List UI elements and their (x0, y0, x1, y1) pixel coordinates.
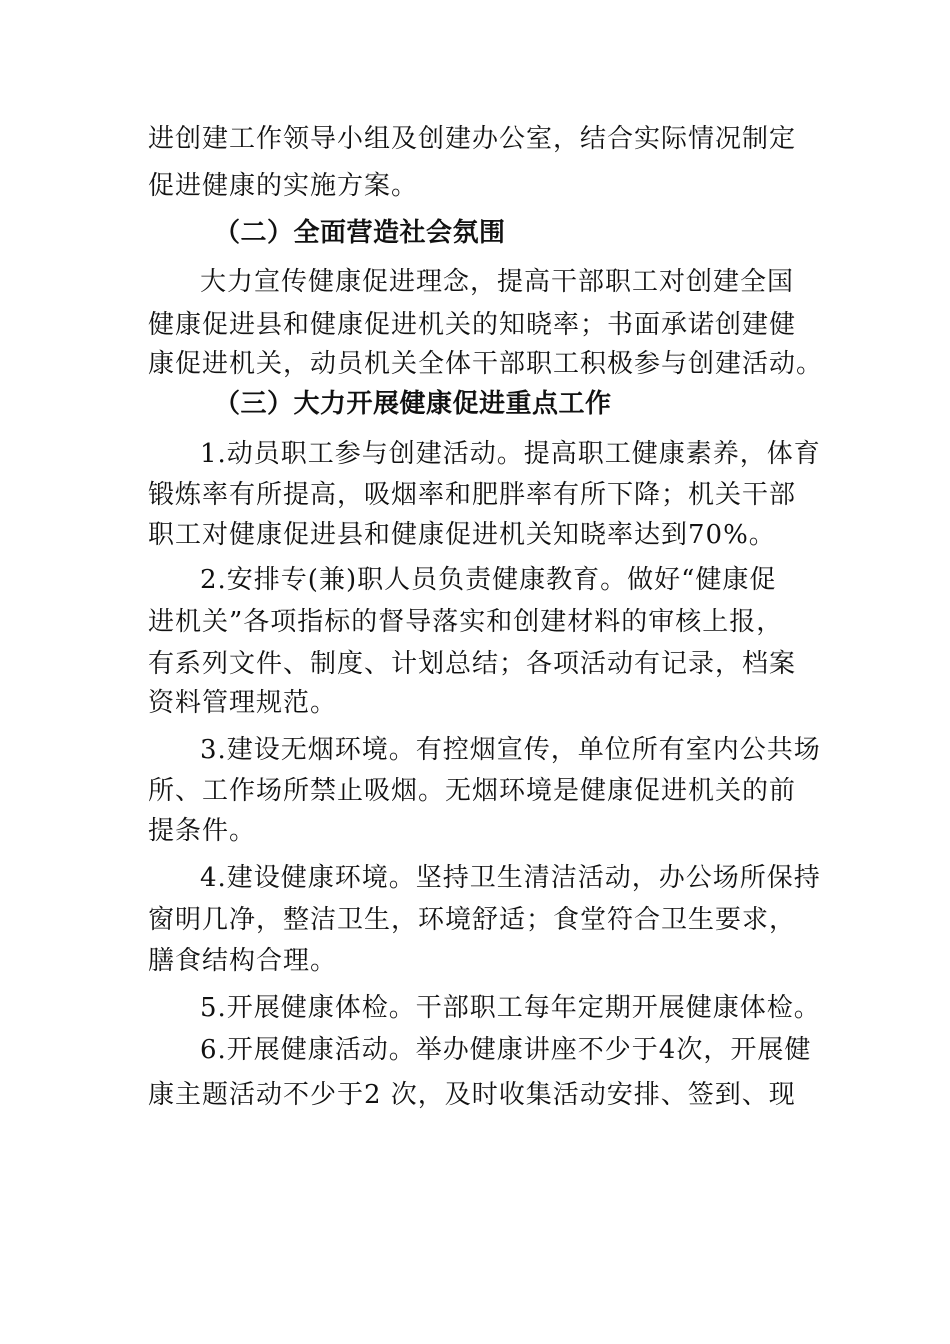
text-line: 大力宣传健康促进理念，提高干部职工对创建全国 (200, 267, 795, 297)
text-line: 窗明几净，整洁卫生，环境舒适；食堂符合卫生要求， (148, 905, 797, 935)
text-line: 促进健康的实施方案。 (148, 171, 419, 201)
text-line: 5.开展健康体检。干部职工每年定期开展健康体检。 (200, 993, 821, 1023)
section-heading: （二）全面营造社会氛围 (214, 218, 506, 248)
text-line: 资料管理规范。 (148, 688, 338, 718)
text-line: 职工对健康促进县和健康促进机关知晓率达到70%。 (148, 520, 776, 550)
text-line: 2.安排专(兼)职人员负责健康教育。做好“健康促 (200, 565, 777, 595)
text-line: 所、工作场所禁止吸烟。无烟环境是健康促进机关的前 (148, 776, 797, 806)
section-heading: （三）大力开展健康促进重点工作 (214, 389, 612, 419)
text-line: 提条件。 (148, 816, 257, 846)
text-line: 膳食结构合理。 (148, 946, 338, 976)
text-line: 3.建设无烟环境。有控烟宣传，单位所有室内公共场 (200, 735, 821, 765)
text-line: 4.建设健康环境。坚持卫生清洁活动，办公场所保持 (200, 863, 821, 893)
text-line: 康促进机关，动员机关全体干部职工积极参与创建活动。 (148, 349, 824, 379)
text-line: 1.动员职工参与创建活动。提高职工健康素养，体育 (200, 439, 821, 469)
text-line: 锻炼率有所提高，吸烟率和肥胖率有所下降；机关干部 (148, 480, 797, 510)
text-line: 进创建工作领导小组及创建办公室，结合实际情况制定 (148, 124, 797, 154)
text-line: 有系列文件、制度、计划总结；各项活动有记录，档案 (148, 649, 797, 679)
text-line: 康主题活动不少于2 次，及时收集活动安排、签到、现 (148, 1080, 796, 1110)
text-line: 6.开展健康活动。举办健康讲座不少于4次，开展健 (200, 1035, 812, 1065)
text-line: 健康促进县和健康促进机关的知晓率；书面承诺创建健 (148, 310, 797, 340)
text-line: 进机关”各项指标的督导落实和创建材料的审核上报， (148, 607, 784, 637)
